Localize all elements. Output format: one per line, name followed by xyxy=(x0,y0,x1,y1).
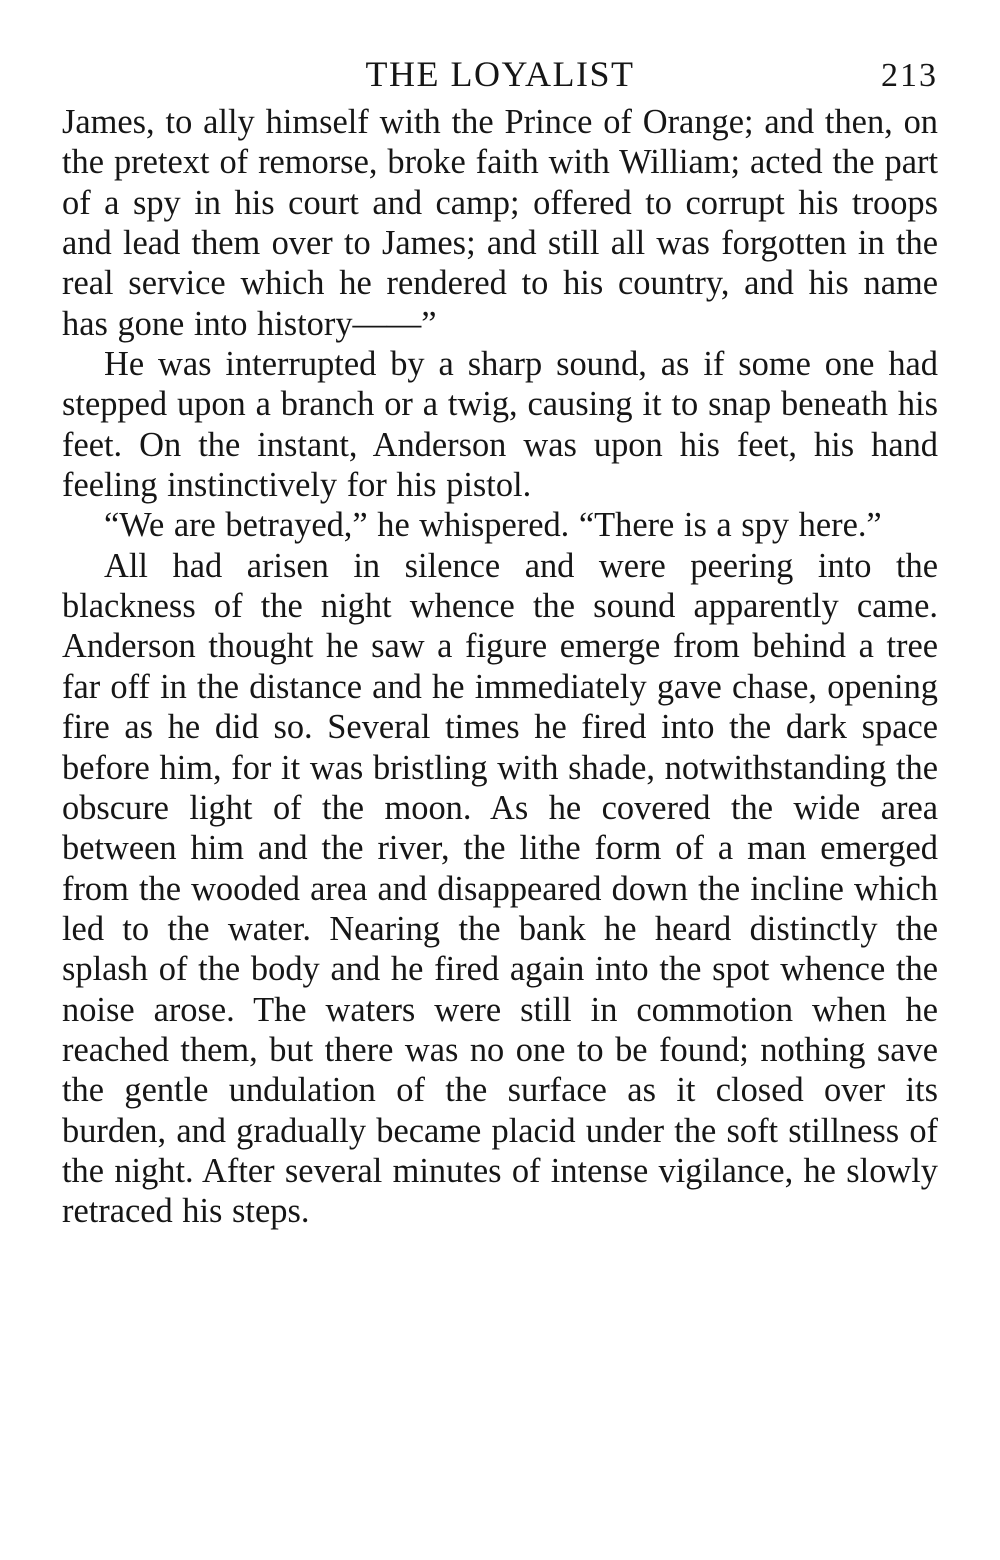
paragraph-interrupted: He was interrupted by a sharp sound, as if some one had stepped upon a branch or a twig, causing it to snap beneath his feet. On the instant, Anderson was upon his feet, his hand feeling instinctively for his pistol. xyxy=(62,345,938,505)
body-text xyxy=(62,102,938,1232)
paragraph-dialogue: “We are betrayed,” he whispered. “There is a spy here.” xyxy=(104,506,882,545)
page-number: 213 xyxy=(881,57,938,94)
paragraph-chase: All had arisen in silence and were peering into the blackness of the night whence the sound apparently came. Anderson thought he saw a figure emerge from behind a tree far off in the distance and he immediately gave chase, opening fire as he did so. Several times he fired into the dark space before him, for it was bristling with shade, notwithstanding the obscure light of the moon. As he covered the wide area between him and the river, the lithe form of a man emerged from the wooded area and disappeared down the incline which led to the water. Nearing the bank he heard distinctly the splash of the body and he fired again into the spot whence the noise arose. The waters were still in commotion when he reached them, but there was no one to be found; nothing save the gentle undulation of the surface as it closed over its burden, and gradually became placid under the soft stillness of the night. After several minutes of intense vigilance, he slowly retraced his steps. xyxy=(62,546,938,1231)
book-page xyxy=(62,48,938,1232)
running-head-title: THE LOYALIST xyxy=(365,54,635,94)
page-header xyxy=(62,48,938,102)
paragraph-continuation: James, to ally himself with the Prince of Orange; and then, on the pretext of remorse, broke faith with William; acted the part of a spy in his court and camp; offered to corrupt his troops and lead them over to James; and still all was forgotten in the real service which he rendered to his country, and his name has gone into history——” xyxy=(62,103,938,343)
